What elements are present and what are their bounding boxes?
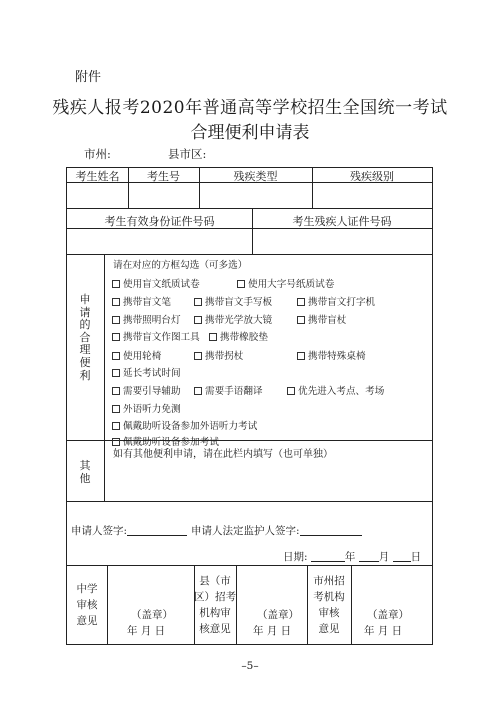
form-title: 残疾人报考2020年普通高等学校招生全国统一考试 (52, 98, 448, 118)
city-label: 市州: (84, 147, 111, 161)
page-number: –5– (241, 660, 259, 672)
checkbox-icon[interactable] (112, 352, 120, 360)
instruction-text: 请在对应的方框勾选（可多选） (113, 260, 248, 271)
apply-accommodation-label: 申 请 的 合 理 便 利 (79, 293, 91, 382)
option-white-cane[interactable]: 携带盲杖 (297, 312, 346, 326)
option-braille-typewriter[interactable]: 携带盲文打字机 (297, 294, 375, 308)
option-listening-exempt[interactable]: 外语听力免测 (112, 401, 181, 415)
checkbox-icon[interactable] (112, 387, 120, 395)
review-city-label: 市州招 考机构 审核 意见 (313, 575, 345, 635)
option-desk-lamp[interactable]: 携带照明台灯 (112, 312, 181, 326)
checkbox-icon[interactable] (287, 387, 295, 395)
header-disability-cert-number: 考生残疾人证件号码 (292, 215, 392, 228)
seal-city: （盖章） (367, 609, 409, 621)
option-magnifier[interactable]: 携带光学放大镜 (194, 312, 272, 326)
option-wheelchair[interactable]: 使用轮椅 (112, 348, 161, 362)
option-hearing-aid-listening[interactable]: 佩戴助听设备参加外语听力考试 (112, 418, 257, 432)
option-priority-entry[interactable]: 优先进入考点、考场 (287, 383, 384, 397)
header-id-number: 考生有效身份证件号码 (104, 215, 215, 228)
option-large-print-paper[interactable]: 使用大字号纸质试卷 (237, 276, 334, 290)
checkbox-icon[interactable] (112, 298, 120, 306)
option-hearing-aid-exam[interactable]: 佩戴助听设备参加考试 (112, 434, 219, 448)
option-braille-drawing-tools[interactable]: 携带盲文作图工具 (112, 329, 200, 343)
header-student-number: 考生号 (147, 170, 180, 183)
option-braille-pen[interactable]: 携带盲文笔 (112, 294, 171, 308)
option-guide-assistance[interactable]: 需要引导辅助 (112, 383, 181, 397)
option-crutches[interactable]: 携带拐杖 (194, 348, 243, 362)
header-disability-type: 残疾类型 (233, 170, 278, 183)
option-braille-slate[interactable]: 携带盲文手写板 (194, 294, 272, 308)
checkbox-icon[interactable] (112, 280, 120, 288)
other-instruction: 如有其他便利申请，请在此栏内填写（也可单独） (113, 449, 333, 460)
seal-county: （盖章） (257, 609, 299, 621)
checkbox-icon[interactable] (297, 316, 305, 324)
application-table (66, 167, 433, 645)
checkbox-icon[interactable] (297, 298, 305, 306)
option-rubber-mat[interactable]: 携带橡胶垫 (209, 329, 268, 343)
header-disability-level: 残疾级别 (350, 170, 394, 183)
checkbox-icon[interactable] (237, 280, 245, 288)
guardian-signature[interactable]: 申请人法定监护人签字: (191, 523, 362, 538)
checkbox-icon[interactable] (112, 369, 120, 377)
seal-school: （盖章） (131, 609, 173, 621)
option-braille-paper[interactable]: 使用盲文纸质试卷 (112, 276, 200, 290)
date-county: 年 月 日 (253, 625, 292, 637)
county-label: 县市区: (168, 147, 207, 161)
date-field[interactable]: 日期: 年 月 日 (283, 551, 422, 563)
review-school-label: 中学 审核 意见 (76, 583, 98, 627)
date-school: 年 月 日 (127, 625, 166, 637)
checkbox-icon[interactable] (112, 333, 120, 341)
option-special-desk[interactable]: 携带特殊桌椅 (297, 348, 366, 362)
checkbox-icon[interactable] (112, 316, 120, 324)
checkbox-icon[interactable] (112, 422, 120, 430)
checkbox-icon[interactable] (194, 298, 202, 306)
option-sign-language[interactable]: 需要手语翻译 (194, 383, 263, 397)
other-label: 其 他 (79, 459, 91, 485)
form-subtitle: 合理便利申请表 (190, 123, 310, 143)
checkbox-icon[interactable] (194, 316, 202, 324)
review-county-label: 县（市 区）招考 机构审 核意见 (194, 575, 236, 635)
option-extended-time[interactable]: 延长考试时间 (112, 365, 181, 379)
applicant-signature[interactable]: 申请人签字: (71, 523, 187, 538)
checkbox-icon[interactable] (297, 352, 305, 360)
checkbox-icon[interactable] (194, 387, 202, 395)
header-student-name: 考生姓名 (75, 170, 120, 183)
checkbox-icon[interactable] (209, 333, 217, 341)
date-city: 年 月 日 (364, 625, 403, 637)
checkbox-icon[interactable] (194, 352, 202, 360)
checkbox-icon[interactable] (112, 405, 120, 413)
attachment-label: 附件 (75, 70, 102, 85)
